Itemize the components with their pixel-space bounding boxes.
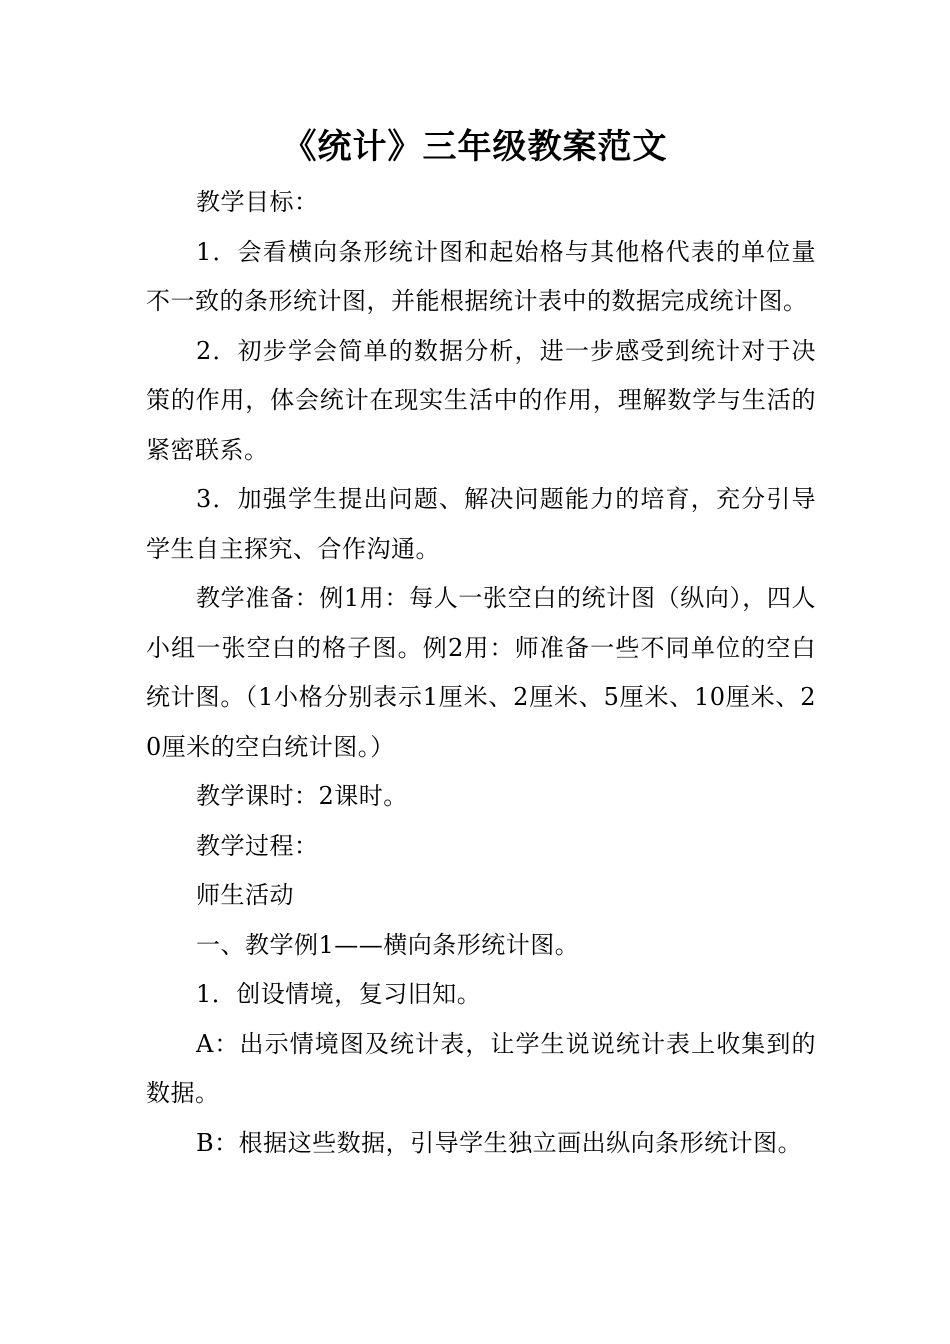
paragraph-step-a: A：出示情境图及统计表，让学生说说统计表上收集到的数据。: [146, 1029, 816, 1107]
paragraph-lesson-hours: 教学课时：2课时。: [196, 782, 408, 810]
paragraph-step-b: B：根据这些数据，引导学生独立画出纵向条形统计图。: [196, 1128, 803, 1157]
paragraph-process-heading: 教学过程：: [196, 831, 319, 860]
paragraph-activities-heading: 师生活动: [196, 881, 294, 909]
paragraph-example-1-heading: 一、教学例1——横向条形统计图。: [196, 930, 580, 959]
paragraph-objective-2: 2．初步学会简单的数据分析，进一步感受到统计对于决策的作用，体会统计在现实生活中的作用，理解数学与生活的紧密联系。: [146, 336, 816, 464]
document-title: 《统计》三年级教案范文: [282, 127, 668, 167]
paragraph-objectives-heading: 教学目标：: [196, 188, 319, 216]
paragraph-preparation: 教学准备：例1用：每人一张空白的统计图（纵向），四人小组一张空白的格子图。例2用：师准备一些不同单位的空白统计图。（1小格分别表示1厘米、2厘米、5厘米、10厘米、20厘米的空白统计图。）: [146, 584, 816, 761]
paragraph-objective-1: 1．会看横向条形统计图和起始格与其他格代表的单位量不一致的条形统计图，并能根据统计表中的数据完成统计图。: [146, 237, 816, 315]
paragraph-objective-3: 3．加强学生提出问题、解决问题能力的培育，充分引导学生自主探究、合作沟通。: [146, 485, 816, 563]
document-body: [146, 178, 816, 1168]
paragraph-step-1: 1．创设情境，复习旧知。: [196, 980, 482, 1008]
